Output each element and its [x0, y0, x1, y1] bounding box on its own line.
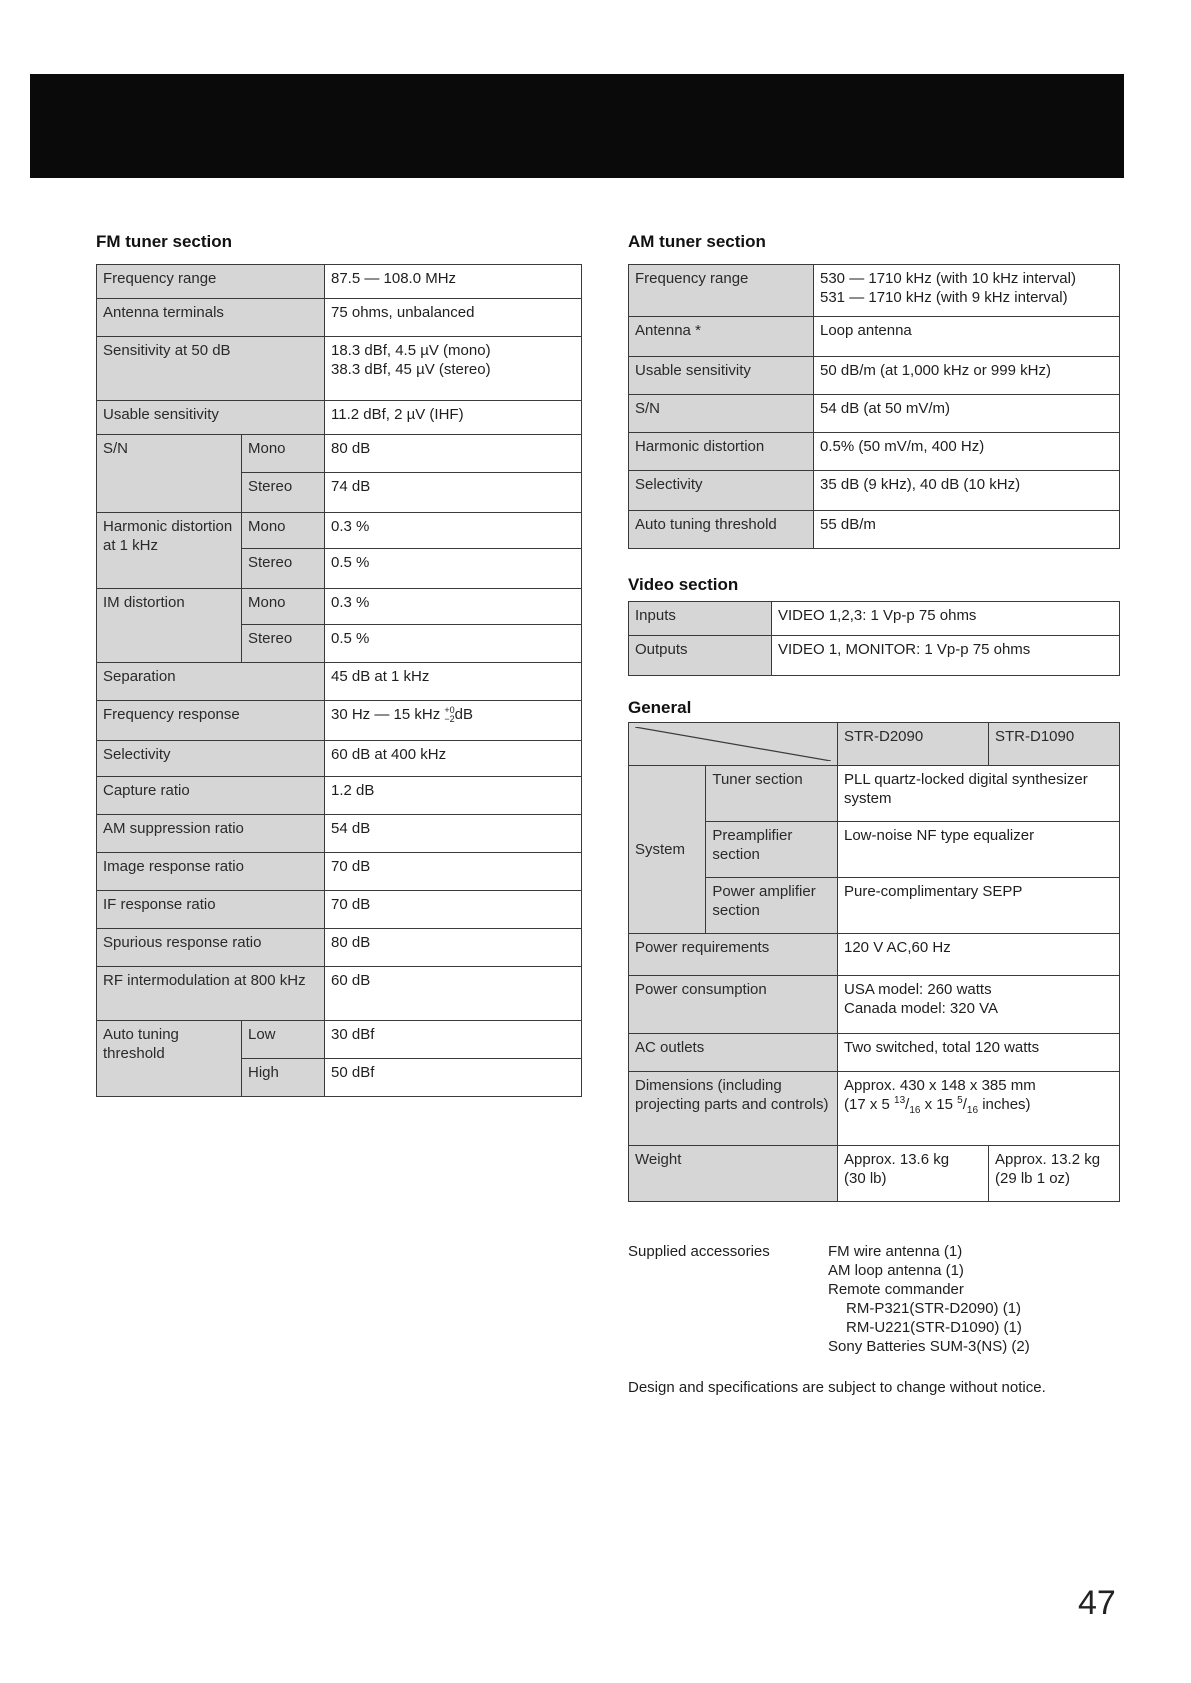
fm-fr-value-cell: [325, 701, 582, 741]
fm-im-mono-value: 0.3 %: [325, 589, 582, 625]
power-cons-value-2: Canada model: 320 VA: [844, 1000, 998, 1017]
dim-mid: x 15: [924, 1096, 953, 1113]
video-title: Video section: [628, 575, 739, 594]
fm-freq-label: Frequency range: [97, 265, 325, 299]
am-hd-label: Harmonic distortion: [629, 433, 814, 471]
preamp-label: Preamplifier section: [706, 822, 838, 878]
fm-im-stereo-label: Stereo: [242, 625, 325, 663]
fm-sens50-label: Sensitivity at 50 dB: [97, 337, 325, 401]
weight-2-b: (29 lb 1 oz): [995, 1170, 1071, 1187]
video-inputs-label: Inputs: [629, 602, 772, 636]
fm-if-label: IF response ratio: [97, 891, 325, 929]
am-sn-value: 54 dB (at 50 mV/m): [814, 395, 1120, 433]
diagonal-header-cell: [629, 723, 838, 766]
am-antenna-label-text: Antenna: [635, 322, 691, 339]
fm-im-mono-label: Mono: [242, 589, 325, 625]
model-2-label: STR-D1090: [989, 723, 1120, 766]
fm-usable-label: Usable sensitivity: [97, 401, 325, 435]
power-req-label: Power requirements: [629, 934, 838, 976]
accessory-item: AM loop antenna (1): [828, 1262, 964, 1279]
dim-frac1-num: 13: [894, 1095, 906, 1106]
dim-frac1-den: 16: [909, 1105, 921, 1116]
accessory-item: Remote commander: [828, 1281, 964, 1298]
ac-value: Two switched, total 120 watts: [838, 1034, 1120, 1072]
fm-sep-label: Separation: [97, 663, 325, 701]
dim-close: inches): [982, 1096, 1031, 1113]
am-usable-label: Usable sensitivity: [629, 357, 814, 395]
fm-hd-mono-label: Mono: [242, 513, 325, 549]
dim-value-1: Approx. 430 x 148 x 385 mm: [844, 1077, 1036, 1094]
fm-att-low-value: 30 dBf: [325, 1021, 582, 1059]
fm-img-value: 70 dB: [325, 853, 582, 891]
fm-rf-label: RF intermodulation at 800 kHz: [97, 967, 325, 1021]
power-cons-value-1: USA model: 260 watts: [844, 981, 992, 998]
fm-section: [96, 232, 582, 1097]
fm-att-label: Auto tuning threshold: [97, 1021, 242, 1097]
accessory-subitem: RM-P321(STR-D2090) (1): [846, 1300, 1022, 1317]
fm-sn-mono-label: Mono: [242, 435, 325, 473]
am-antenna-label: [629, 317, 814, 357]
am-att-value: 55 dB/m: [814, 511, 1120, 549]
am-freq-label: Frequency range: [629, 265, 814, 317]
dim-open: (17 x 5: [844, 1096, 890, 1113]
fm-amsup-value: 54 dB: [325, 815, 582, 853]
fm-img-label: Image response ratio: [97, 853, 325, 891]
am-title: AM tuner section: [628, 232, 766, 251]
fm-att-low-label: Low: [242, 1021, 325, 1059]
accessories-list: [828, 1242, 1030, 1356]
fm-fr-label: Frequency response: [97, 701, 325, 741]
am-sel-label: Selectivity: [629, 471, 814, 511]
fm-spur-value: 80 dB: [325, 929, 582, 967]
am-antenna-value: Loop antenna: [814, 317, 1120, 357]
am-spec-table: [628, 264, 1120, 549]
fm-fr-tol-plus: +0: [444, 705, 455, 716]
fm-hd-label: Harmonic distortion at 1 kHz: [97, 513, 242, 589]
fm-sep-value: 45 dB at 1 kHz: [325, 663, 582, 701]
video-spec-table: [628, 601, 1120, 676]
am-sel-value: 35 dB (9 kHz), 40 dB (10 kHz): [814, 471, 1120, 511]
dim-value-2: (17 x 5 $^{13}/_{16}$ x 15 $^5/_{16}$ inches): [844, 1095, 1031, 1116]
fm-sens50-value-2: 38.3 dBf, 45 µV (stereo): [331, 361, 491, 378]
ac-label: AC outlets: [629, 1034, 838, 1072]
power-cons-label: Power consumption: [629, 976, 838, 1034]
fm-im-label: IM distortion: [97, 589, 242, 663]
am-freq-value-1: 530 — 1710 kHz (with 10 kHz interval): [820, 270, 1076, 287]
weight-1-a: Approx. 13.6 kg: [844, 1151, 950, 1168]
fm-sn-stereo-value: 74 dB: [325, 473, 582, 513]
fm-sn-mono-value: 80 dB: [325, 435, 582, 473]
tuner-value: PLL quartz-locked digital synthesizer system: [838, 766, 1120, 822]
right-column: [628, 232, 1120, 1202]
weight-1-b: (30 lb): [844, 1170, 887, 1187]
accessory-subitem: RM-U221(STR-D1090) (1): [846, 1319, 1022, 1336]
weight-label: Weight: [629, 1146, 838, 1202]
fm-sn-label: S/N: [97, 435, 242, 513]
am-freq-value-2: 531 — 1710 kHz (with 9 kHz interval): [820, 289, 1068, 306]
fm-spec-table: [96, 264, 582, 1097]
tuner-label: Tuner section: [706, 766, 838, 822]
dim-value-cell: [838, 1072, 1120, 1146]
video-outputs-value: VIDEO 1, MONITOR: 1 Vp-p 75 ohms: [772, 636, 1120, 676]
diagonal-line: [635, 727, 831, 761]
video-inputs-value: VIDEO 1,2,3: 1 Vp-p 75 ohms: [772, 602, 1120, 636]
weight-2-cell: [989, 1146, 1120, 1202]
preamp-value: Low-noise NF type equalizer: [838, 822, 1120, 878]
fm-sel-value: 60 dB at 400 kHz: [325, 741, 582, 777]
fm-att-high-value: 50 dBf: [325, 1059, 582, 1097]
dim-frac2-num: 5: [957, 1095, 963, 1106]
dim-label: Dimensions (including projecting parts and controls): [629, 1072, 838, 1146]
power-amp-value: Pure-complimentary SEPP: [838, 878, 1120, 934]
asterisk-mark-icon: *: [695, 322, 701, 339]
fm-hd-mono-value: 0.3 %: [325, 513, 582, 549]
accessories-label: Supplied accessories: [628, 1243, 770, 1260]
am-sn-label: S/N: [629, 395, 814, 433]
fm-sens50-value-1: 18.3 dBf, 4.5 µV (mono): [331, 342, 491, 359]
video-outputs-label: Outputs: [629, 636, 772, 676]
model-1-label: STR-D2090: [838, 723, 989, 766]
page-number: 47: [1078, 1584, 1116, 1622]
fm-antenna-label: Antenna terminals: [97, 299, 325, 337]
power-req-value: 120 V AC,60 Hz: [838, 934, 1120, 976]
general-spec-table: [628, 722, 1120, 1202]
change-notice: Design and specifications are subject to change without notice.: [628, 1379, 1046, 1396]
fm-im-stereo-value: 0.5 %: [325, 625, 582, 663]
header-band: [30, 74, 1124, 178]
fm-fr-tol-minus: −2: [444, 714, 455, 725]
fm-usable-value: 11.2 dBf, 2 µV (IHF): [325, 401, 582, 435]
fm-if-value: 70 dB: [325, 891, 582, 929]
dim-frac2-den: 16: [966, 1105, 979, 1116]
general-title: General: [628, 698, 692, 717]
fm-cap-label: Capture ratio: [97, 777, 325, 815]
fm-antenna-value: 75 ohms, unbalanced: [325, 299, 582, 337]
fm-hd-stereo-value: 0.5 %: [325, 549, 582, 589]
fm-rf-value: 60 dB: [325, 967, 582, 1021]
fm-sel-label: Selectivity: [97, 741, 325, 777]
weight-2-a: Approx. 13.2 kg: [995, 1151, 1101, 1168]
power-amp-label: Power amplifier section: [706, 878, 838, 934]
fm-hd-stereo-label: Stereo: [242, 549, 325, 589]
am-att-label: Auto tuning threshold: [629, 511, 814, 549]
am-usable-value: 50 dB/m (at 1,000 kHz or 999 kHz): [814, 357, 1120, 395]
fm-freq-value: 87.5 — 108.0 MHz: [325, 265, 582, 299]
fm-title: FM tuner section: [96, 232, 233, 251]
fm-sn-stereo-label: Stereo: [242, 473, 325, 513]
fm-fr-unit: dB: [454, 706, 474, 723]
fm-att-high-label: High: [242, 1059, 325, 1097]
fm-cap-value: 1.2 dB: [325, 777, 582, 815]
am-hd-value: 0.5% (50 mV/m, 400 Hz): [814, 433, 1120, 471]
fm-fr-value: 30 Hz — 15 kHz: [331, 706, 441, 723]
system-label: System: [629, 766, 706, 934]
accessory-item: Sony Batteries SUM-3(NS) (2): [828, 1338, 1030, 1355]
weight-1-cell: [838, 1146, 989, 1202]
fm-amsup-label: AM suppression ratio: [97, 815, 325, 853]
accessory-item: FM wire antenna (1): [828, 1243, 963, 1260]
fm-spur-label: Spurious response ratio: [97, 929, 325, 967]
